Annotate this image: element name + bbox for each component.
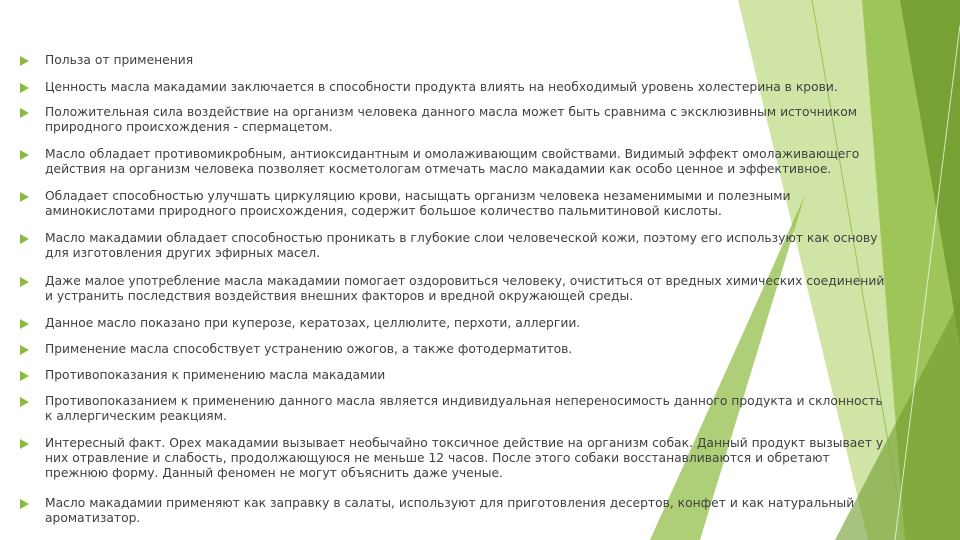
triangle-right-icon [20, 397, 29, 407]
triangle-right-icon [20, 439, 29, 449]
triangle-right-icon [20, 277, 29, 287]
triangle-right-icon [20, 108, 29, 118]
list-item-text: Противопоказанием к применению данного масла является индивидуальная непереносимость данного продукта и склонность к аллергическим реакциям. [45, 394, 883, 423]
triangle-right-icon [20, 345, 29, 355]
triangle-right-icon [20, 150, 29, 160]
list-item-text: Данное масло показано при куперозе, кератозах, целлюлите, перхоти, аллергии. [45, 316, 581, 330]
list-item-text: Противопоказания к применению масла макадамии [45, 368, 386, 382]
list-item-text: Масло макадамии применяют как заправку в салаты, используют для приготовления десертов, конфет и как натуральный ароматизатор. [45, 496, 855, 525]
triangle-right-icon [20, 371, 29, 381]
list-item-text: Польза от применения [45, 53, 194, 67]
list-item-text: Масло обладает противомикробным, антиоксидантным и омолаживающим свойствами. Видимый эффект омолаживающего действия на организм человека позволяет косметологам отмечать масло макадамии как особо ценное и эффективное. [45, 147, 860, 176]
list-item-text: Интересный факт. Орех макадамии вызывает необычайно токсичное действие на организм собак. Данный продукт вызывает у них отравление и слабость, продолжающуюся не меньше 12 часов. После этого собаки восстанавливаются и обретают прежнюю форму. Данный феномен не могут объяснить даже ученые. [45, 436, 884, 480]
triangle-right-icon [20, 56, 29, 66]
triangle-right-icon [20, 192, 29, 202]
triangle-right-icon [20, 319, 29, 329]
list-item-text: Ценность масла макадамии заключается в способности продукта влиять на необходимый уровень холестерина в крови. [45, 80, 838, 94]
list-item-text: Обладает способностью улучшать циркуляцию крови, насыщать организм человека незаменимыми и полезными аминокислотами природного происхождения, содержит большое количество пальмитиновой кислоты. [45, 189, 791, 218]
list-item-text: Применение масла способствует устранению ожогов, а также фотодерматитов. [45, 342, 573, 356]
triangle-right-icon [20, 499, 29, 509]
triangle-right-icon [20, 234, 29, 244]
list-item-text: Масло макадамии обладает способностью проникать в глубокие слои человеческой кожи, поэтому его используют как основу для изготовления других эфирных масел. [45, 231, 878, 260]
list-item-text: Положительная сила воздействие на организм человека данного масла может быть сравнима с эксклюзивным источником природного происхождения - спермацетом. [45, 105, 858, 134]
list-item-text: Даже малое употребление масла макадамии помогает оздоровиться человеку, очиститься от вредных химических соединений и устранить последствия воздействия внешних факторов и вредной окружающей среды. [45, 274, 885, 303]
triangle-right-icon [20, 83, 29, 93]
